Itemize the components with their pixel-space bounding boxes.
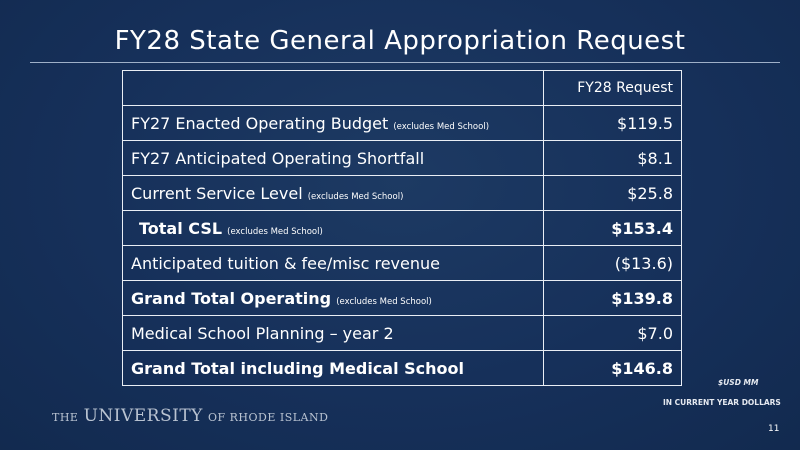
row-label-text: Anticipated tuition & fee/misc revenue — [131, 253, 440, 273]
row-label-text: Medical School Planning – year 2 — [131, 323, 394, 343]
table-row — [123, 351, 682, 386]
row-label — [123, 351, 544, 386]
row-label-note: (excludes Med School) — [227, 226, 323, 237]
row-value: ($13.6) — [544, 246, 682, 281]
logo-of-rhode-island: OF RHODE ISLAND — [207, 411, 329, 424]
dollar-basis-note: IN CURRENT YEAR DOLLARS — [663, 398, 781, 407]
row-label — [123, 281, 544, 316]
row-label — [123, 106, 544, 141]
row-label-text: FY27 Enacted Operating Budget — [131, 113, 389, 133]
row-value: $25.8 — [544, 176, 682, 211]
row-value: $153.4 — [544, 211, 682, 246]
row-label-text: Current Service Level — [131, 183, 303, 203]
logo-university: UNIVERSITY — [83, 406, 203, 426]
row-label — [123, 211, 544, 246]
table-row — [123, 246, 682, 281]
table-row — [123, 211, 682, 246]
row-value: $146.8 — [544, 351, 682, 386]
title-divider — [30, 62, 780, 63]
table-row — [123, 281, 682, 316]
row-label — [123, 246, 544, 281]
table-header-row — [123, 71, 682, 106]
row-value: $7.0 — [544, 316, 682, 351]
university-logo — [52, 406, 328, 426]
row-label-text: Grand Total Operating — [131, 288, 332, 308]
table-row — [123, 316, 682, 351]
row-label-text: Grand Total including Medical School — [131, 358, 465, 378]
row-label — [123, 176, 544, 211]
row-label-text: FY27 Anticipated Operating Shortfall — [131, 148, 425, 168]
row-value: $139.8 — [544, 281, 682, 316]
logo-the: THE — [52, 411, 79, 424]
currency-units-note: $USD MM — [718, 378, 759, 387]
row-label-text: Total CSL — [139, 218, 223, 238]
row-label-note: (excludes Med School) — [336, 296, 432, 307]
table-row — [123, 176, 682, 211]
table-row — [123, 141, 682, 176]
row-value: $119.5 — [544, 106, 682, 141]
appropriation-table — [122, 70, 682, 386]
row-label — [123, 141, 544, 176]
slide-title: FY28 State General Appropriation Request — [114, 26, 686, 56]
page-number: 11 — [768, 424, 780, 434]
table-row — [123, 106, 682, 141]
row-label — [123, 316, 544, 351]
header-fy28-request: FY28 Request — [544, 71, 682, 106]
row-label-note: (excludes Med School) — [393, 121, 490, 132]
header-empty-cell — [123, 71, 544, 106]
row-value: $8.1 — [544, 141, 682, 176]
row-label-note: (excludes Med School) — [307, 191, 404, 202]
